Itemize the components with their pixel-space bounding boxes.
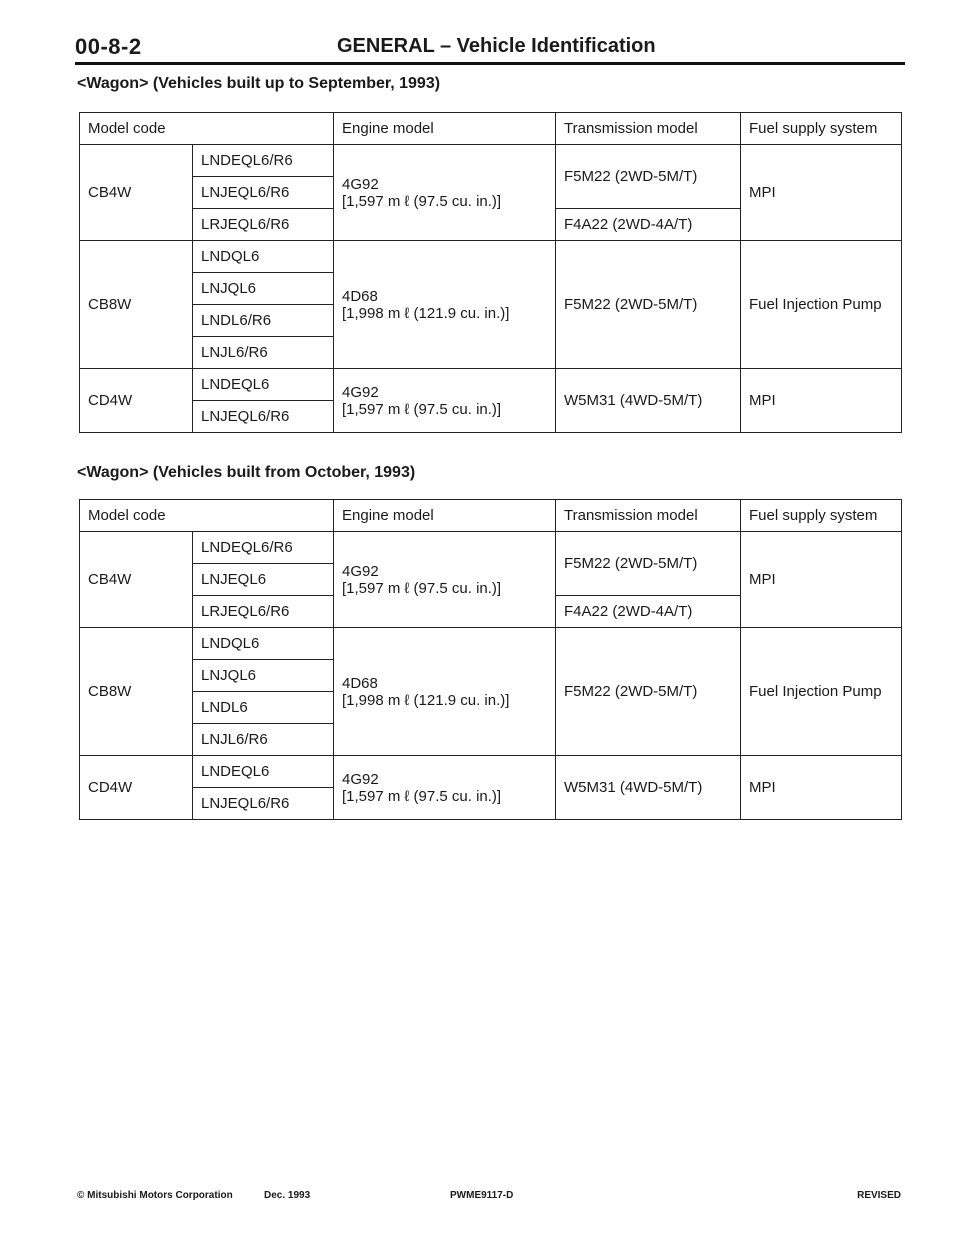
variant-cell: LNJL6/R6 bbox=[193, 337, 334, 369]
model-code-cell: CB4W bbox=[80, 145, 193, 241]
model-code-cell: CD4W bbox=[80, 756, 193, 820]
engine-model: 4D68 bbox=[342, 287, 378, 305]
header-engine-model: Engine model bbox=[334, 113, 556, 145]
engine-model: 4G92 bbox=[342, 562, 379, 580]
engine-model: 4G92 bbox=[342, 175, 379, 193]
table-row bbox=[80, 145, 902, 177]
fuel-cell: MPI bbox=[741, 145, 902, 241]
variant-cell: LNDEQL6 bbox=[193, 369, 334, 401]
transmission-cell: F5M22 (2WD-5M/T) bbox=[556, 241, 741, 369]
fuel-cell: Fuel Injection Pump bbox=[741, 241, 902, 369]
variant-cell: LNJEQL6/R6 bbox=[193, 177, 334, 209]
fuel-cell: MPI bbox=[741, 532, 902, 628]
header-transmission-model: Transmission model bbox=[556, 113, 741, 145]
variant-cell: LRJEQL6/R6 bbox=[193, 596, 334, 628]
header-transmission-model: Transmission model bbox=[556, 500, 741, 532]
header-model-code: Model code bbox=[80, 500, 334, 532]
transmission-cell: W5M31 (4WD-5M/T) bbox=[556, 369, 741, 433]
variant-cell: LNDEQL6/R6 bbox=[193, 145, 334, 177]
engine-cell bbox=[334, 241, 556, 369]
transmission-cell: F4A22 (2WD-4A/T) bbox=[556, 209, 741, 241]
transmission-cell: F5M22 (2WD-5M/T) bbox=[556, 628, 741, 756]
table-header-row bbox=[80, 500, 902, 532]
engine-displacement: [1,998 m ℓ (121.9 cu. in.)] bbox=[342, 304, 510, 322]
engine-cell bbox=[334, 145, 556, 241]
variant-cell: LNDL6 bbox=[193, 692, 334, 724]
variant-cell: LNJL6/R6 bbox=[193, 724, 334, 756]
footer-date: Dec. 1993 bbox=[264, 1190, 311, 1201]
variant-cell: LNJEQL6/R6 bbox=[193, 401, 334, 433]
engine-model: 4D68 bbox=[342, 674, 378, 692]
engine-cell bbox=[334, 628, 556, 756]
variant-cell: LRJEQL6/R6 bbox=[193, 209, 334, 241]
model-code-cell: CB8W bbox=[80, 628, 193, 756]
page-number: 00-8-2 bbox=[75, 34, 142, 59]
spec-table bbox=[79, 112, 902, 433]
page-title: GENERAL – Vehicle Identification bbox=[337, 35, 656, 57]
engine-displacement: [1,597 m ℓ (97.5 cu. in.)] bbox=[342, 400, 502, 418]
engine-cell bbox=[334, 369, 556, 433]
fuel-cell: MPI bbox=[741, 756, 902, 820]
variant-cell: LNJEQL6 bbox=[193, 564, 334, 596]
fuel-cell: Fuel Injection Pump bbox=[741, 628, 902, 756]
engine-displacement: [1,998 m ℓ (121.9 cu. in.)] bbox=[342, 691, 510, 709]
variant-cell: LNDQL6 bbox=[193, 241, 334, 273]
header-engine-model: Engine model bbox=[334, 500, 556, 532]
model-code-cell: CB8W bbox=[80, 241, 193, 369]
transmission-cell: F4A22 (2WD-4A/T) bbox=[556, 596, 741, 628]
variant-cell: LNDQL6 bbox=[193, 628, 334, 660]
engine-cell bbox=[334, 532, 556, 628]
variant-cell: LNJQL6 bbox=[193, 660, 334, 692]
engine-model: 4G92 bbox=[342, 770, 379, 788]
engine-cell bbox=[334, 756, 556, 820]
transmission-cell: F5M22 (2WD-5M/T) bbox=[556, 532, 741, 596]
table-row bbox=[80, 532, 902, 564]
page-header bbox=[75, 32, 905, 62]
footer-doc-code: PWME9117-D bbox=[450, 1190, 514, 1201]
engine-model: 4G92 bbox=[342, 383, 379, 401]
engine-displacement: [1,597 m ℓ (97.5 cu. in.)] bbox=[342, 579, 502, 597]
table-row bbox=[80, 369, 902, 401]
header-fuel-supply-system: Fuel supply system bbox=[741, 113, 902, 145]
variant-cell: LNJQL6 bbox=[193, 273, 334, 305]
header-model-code: Model code bbox=[80, 113, 334, 145]
engine-displacement: [1,597 m ℓ (97.5 cu. in.)] bbox=[342, 787, 502, 805]
header-fuel-supply-system: Fuel supply system bbox=[741, 500, 902, 532]
section-title: <Wagon> (Vehicles built up to September, 1993) bbox=[77, 75, 441, 92]
footer-copyright: © Mitsubishi Motors Corporation bbox=[77, 1190, 233, 1201]
footer-status: REVISED bbox=[857, 1190, 901, 1201]
model-code-cell: CB4W bbox=[80, 532, 193, 628]
header-rule bbox=[75, 62, 905, 65]
section-title: <Wagon> (Vehicles built from October, 1993) bbox=[77, 464, 416, 481]
variant-cell: LNDL6/R6 bbox=[193, 305, 334, 337]
transmission-cell: W5M31 (4WD-5M/T) bbox=[556, 756, 741, 820]
table-row bbox=[80, 756, 902, 788]
table-row bbox=[80, 241, 902, 273]
variant-cell: LNDEQL6/R6 bbox=[193, 532, 334, 564]
variant-cell: LNJEQL6/R6 bbox=[193, 788, 334, 820]
table-row bbox=[80, 628, 902, 660]
engine-displacement: [1,597 m ℓ (97.5 cu. in.)] bbox=[342, 192, 502, 210]
transmission-cell: F5M22 (2WD-5M/T) bbox=[556, 145, 741, 209]
variant-cell: LNDEQL6 bbox=[193, 756, 334, 788]
model-code-cell: CD4W bbox=[80, 369, 193, 433]
spec-table bbox=[79, 499, 902, 820]
table-header-row bbox=[80, 113, 902, 145]
fuel-cell: MPI bbox=[741, 369, 902, 433]
